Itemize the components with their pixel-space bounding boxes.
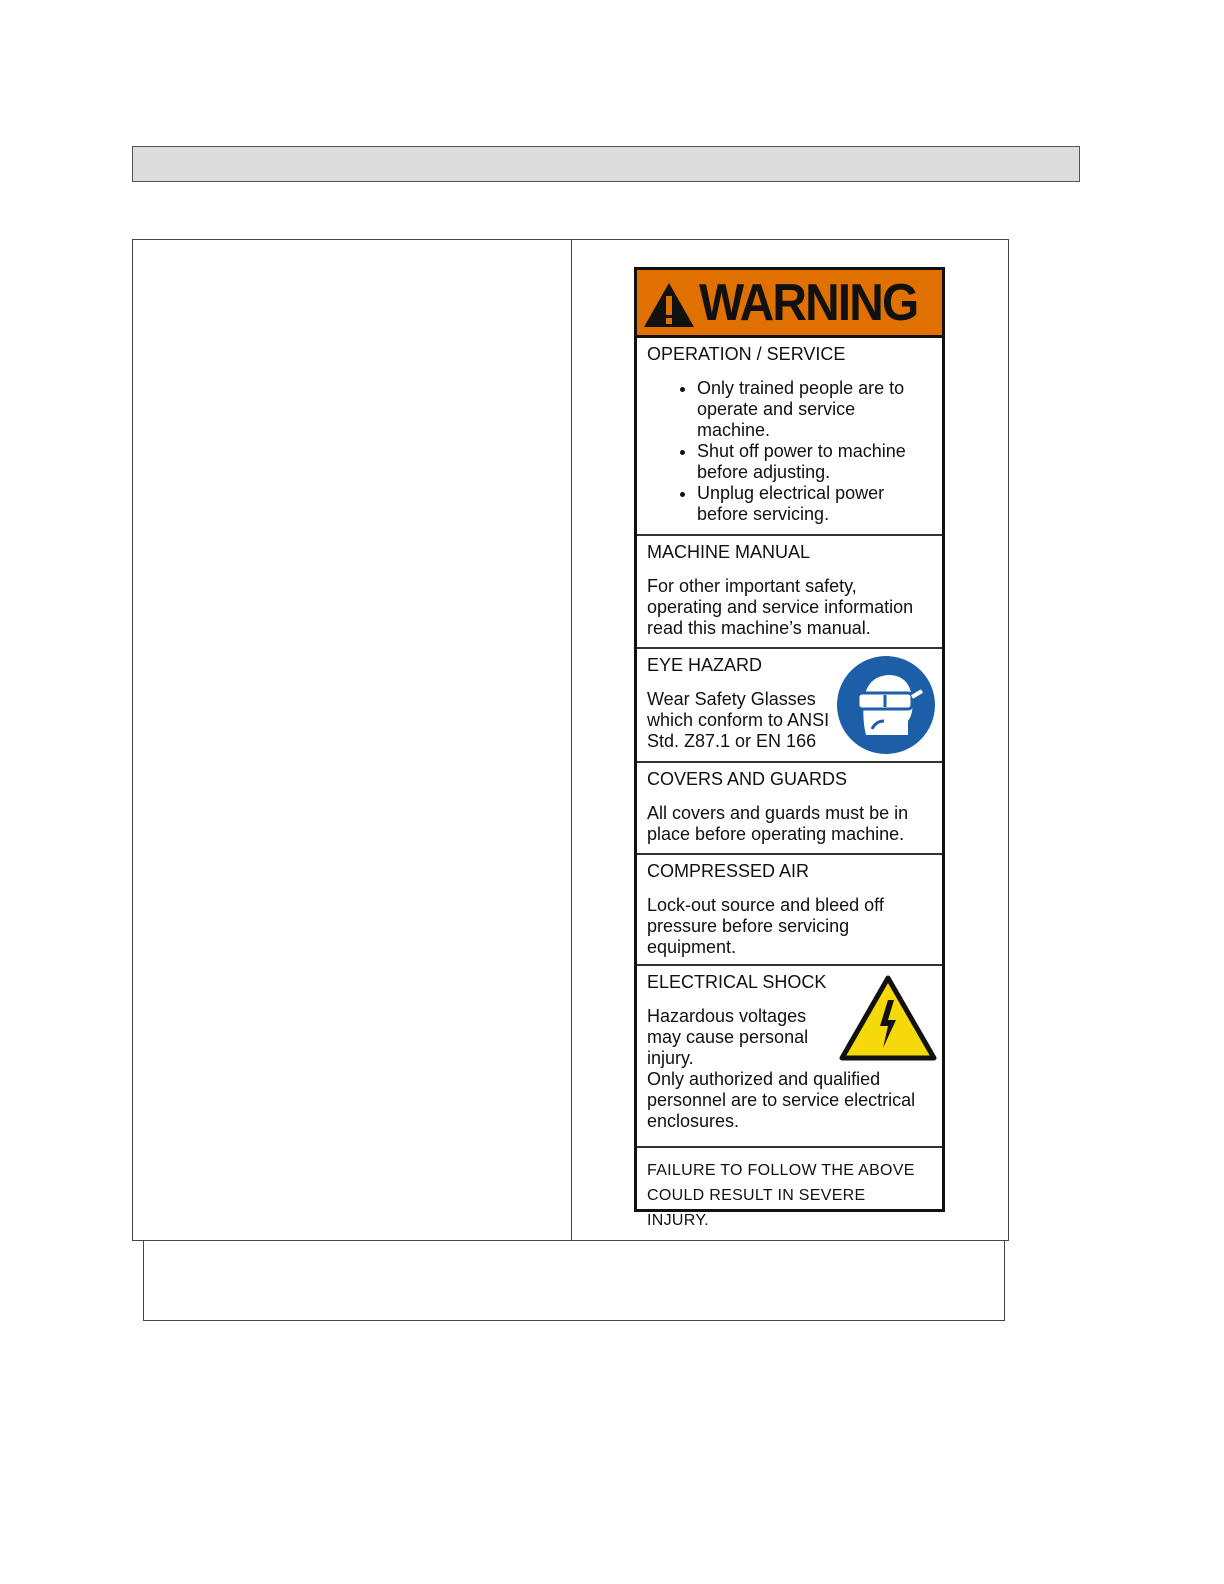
manual-title: MACHINE MANUAL (647, 542, 811, 562)
compressed-air-section (637, 855, 942, 966)
electrical-hazard-icon (838, 974, 938, 1064)
eye-title: EYE HAZARD (647, 655, 763, 675)
air-body: Lock-out source and bleed off pressure before servicing equipment. (647, 895, 884, 957)
operation-title: OPERATION / SERVICE (647, 344, 846, 364)
section-heading-bar (132, 146, 1080, 182)
operation-service-section (637, 338, 942, 536)
failure-line-1: FAILURE TO FOLLOW THE ABOVE (647, 1162, 915, 1179)
warning-label (634, 267, 945, 1229)
failure-line-2: COULD RESULT IN SEVERE INJURY. (647, 1187, 866, 1229)
shock-title: ELECTRICAL SHOCK (647, 972, 827, 992)
list-item: • Unplug electrical power before servicing. (697, 483, 932, 525)
column-divider (571, 240, 572, 1240)
covers-title: COVERS AND GUARDS (647, 769, 848, 789)
failure-notice-section (637, 1148, 942, 1229)
warning-word: WARNING (698, 273, 918, 332)
safety-glasses-icon (836, 655, 936, 755)
manual-body: For other important safety, operating and service information read this machine’s manual. (647, 576, 914, 638)
note-box (143, 1240, 1005, 1321)
list-item: • Only trained people are to operate and service machine. (697, 378, 932, 441)
machine-manual-section (637, 536, 942, 649)
operation-bullet-list (647, 378, 932, 525)
list-item: • Shut off power to machine before adjusting. (697, 441, 932, 483)
warning-header (637, 270, 942, 338)
air-title: COMPRESSED AIR (647, 861, 810, 881)
warning-triangle-icon (643, 281, 695, 329)
electrical-shock-section (637, 966, 942, 1148)
covers-body: All covers and guards must be in place before operating machine. (647, 803, 909, 844)
shock-body-1: Hazardous voltages may cause personal injury. (647, 1006, 809, 1068)
covers-guards-section (637, 763, 942, 855)
eye-body: Wear Safety Glasses which conform to ANSI Std. Z87.1 or EN 166 (647, 689, 830, 751)
eye-hazard-section (637, 649, 942, 763)
shock-body-2: Only authorized and qualified personnel are to service electrical enclosures. (647, 1069, 916, 1131)
